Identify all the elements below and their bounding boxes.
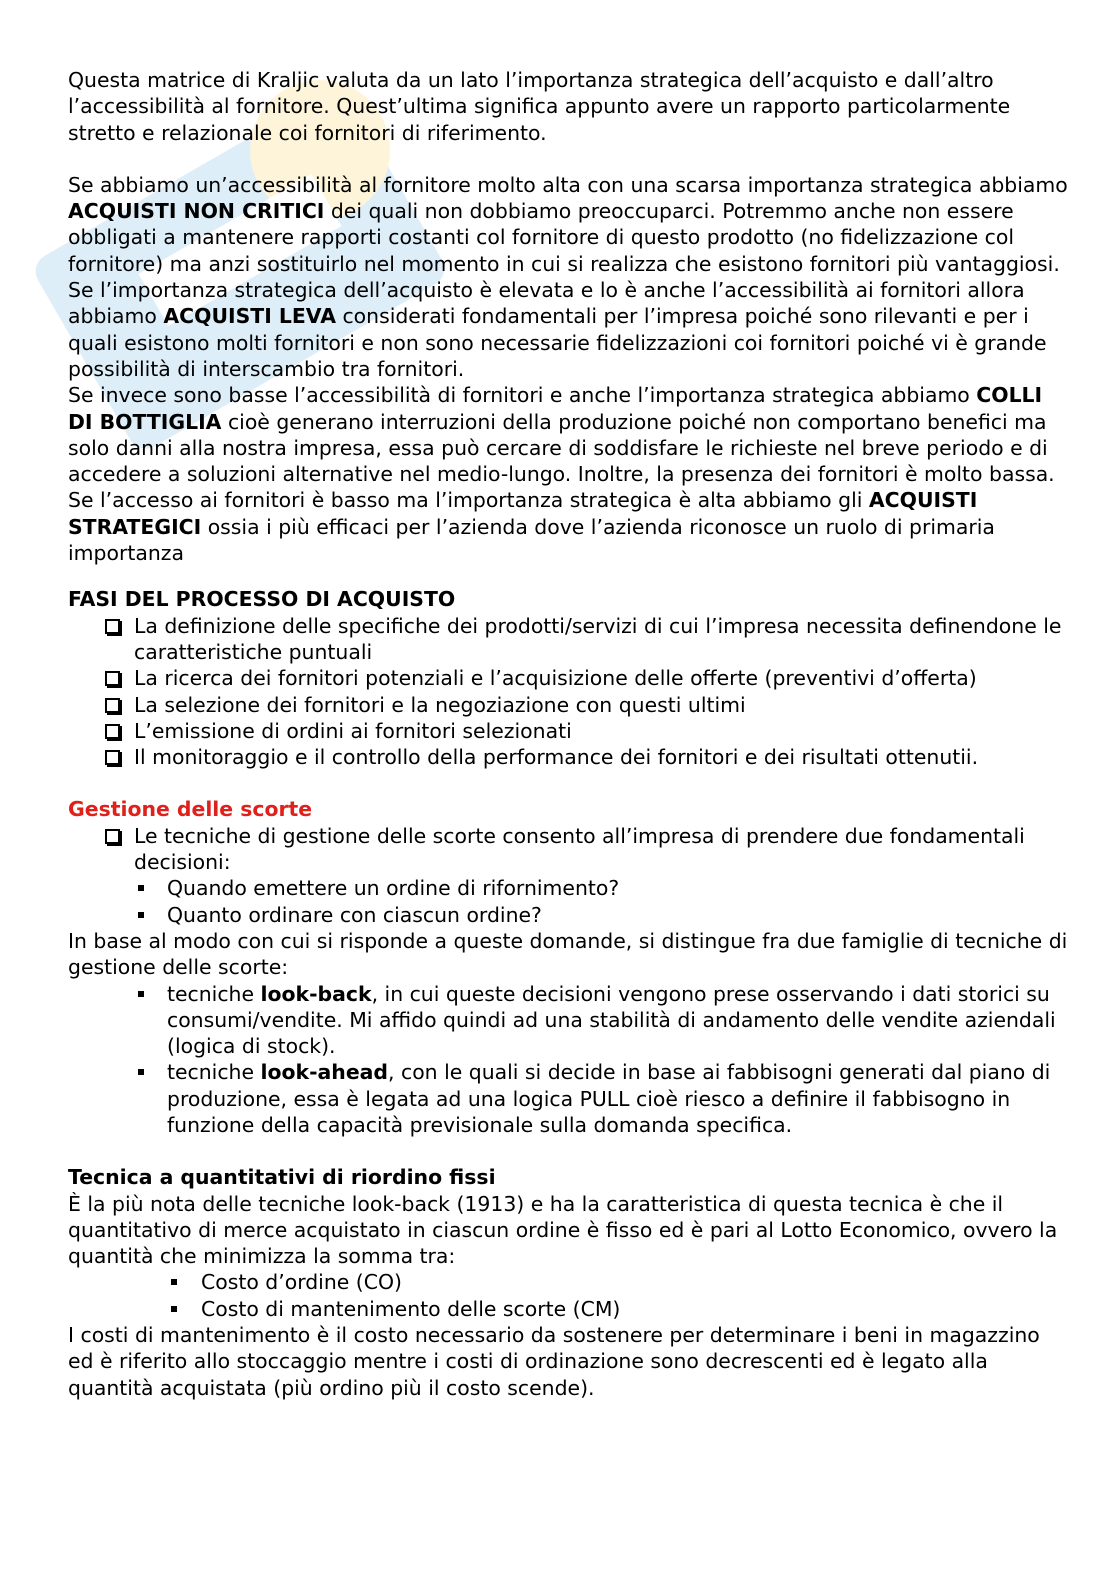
tecnica-paragraph-2: I costi di mantenimento è il costo necessario da sostenere per determinare i beni in magazzino ed è riferito allo stoccaggio mentre i costi di ordinazione sono decrescenti ed è legato alla quantità acquistata (più ordino più il costo scende). — [68, 1323, 1040, 1400]
costs-list — [68, 1269, 1068, 1322]
term-acquisti-non-critici: ACQUISTI NON CRITICI — [68, 199, 325, 224]
list-item: La definizione delle specifiche dei prodotti/servizi di cui l’impresa necessita definendone le caratteristiche puntuali — [68, 613, 1068, 666]
gestione-paragraph: In base al modo con cui si risponde a queste domande, si distingue fra due famiglie di tecniche di gestione delle scorte: — [68, 928, 1068, 980]
list-item: tecniche look-back, in cui queste decisioni vengono prese osservando i dati storici su consumi/vendite. Mi affido quindi ad una stabilità di andamento delle vendite aziendali (logica di stock). — [68, 981, 1068, 1060]
fasi-list — [68, 613, 1068, 771]
term-acquisti-strategici: ACQUISTI STRATEGICI — [68, 488, 978, 539]
term-look-ahead: look-ahead — [260, 1060, 389, 1085]
list-item: Costo di mantenimento delle scorte (CM) — [68, 1296, 1068, 1322]
term-acquisti-leva: ACQUISTI LEVA — [163, 304, 336, 329]
list-item: L’emissione di ordini ai fornitori selezionati — [68, 718, 1068, 744]
list-item: Quanto ordinare con ciascun ordine? — [68, 902, 1068, 928]
list-item: tecniche look-ahead, con le quali si decide in base ai fabbisogni generati dal piano di produzione, essa è legata ad una logica PULL cioè riesco a definire il fabbisogno in funzione della capacità previsionale sulla domanda specifica. — [68, 1059, 1068, 1138]
list-item: Il monitoraggio e il controllo della performance dei fornitori e dei risultati ottenutii. — [68, 744, 1068, 770]
term-look-back: look-back — [260, 981, 372, 1006]
intro-paragraph-3: Se invece sono basse l’accessibilità di fornitori e anche l’importanza strategica abbiamo COLLI DI BOTTIGLIA cioè generano interruzioni della produzione poiché non comportano benefici ma solo danni alla nostra impresa, essa può cercare di soddisfare le richieste nel breve periodo e di accedere a soluzioni alternative nel medio-lungo. Inoltre, la presenza dei fornitori è molto bassa. Se l’accesso ai fornitori è basso ma l’importanza strategica è alta abbiamo gli ACQUISTI STRATEGICI ossia i più efficaci per l’azienda dove l’azienda riconosce un ruolo di primaria importanza — [68, 383, 1055, 566]
gestione-list — [68, 823, 1068, 876]
techniques-list — [68, 981, 1068, 1139]
fasi-heading: FASI DEL PROCESSO DI ACQUISTO — [68, 587, 456, 612]
list-item: La ricerca dei fornitori potenziali e l’acquisizione delle offerte (preventivi d’offerta) — [68, 665, 1068, 691]
document-page — [68, 67, 1068, 1401]
questions-list — [68, 875, 1068, 928]
gestione-heading: Gestione delle scorte — [68, 797, 313, 822]
tecnica-paragraph-1: È la più nota delle tecniche look-back (1913) e ha la caratteristica di questa tecnica è che il quantitativo di merce acquistato in ciascun ordine è fisso ed è pari al Lotto Economico, ovvero la quantità che minimizza la somma tra: — [68, 1191, 1058, 1269]
intro-paragraph-1: Questa matrice di Kraljic valuta da un lato l’importanza strategica dell’acquisto e dall’altro l’accessibilità al fornitore. Quest’ultima significa appunto avere un rapporto particolarmente stretto e relazionale coi fornitori di riferimento. — [68, 68, 1011, 145]
tecnica-heading: Tecnica a quantitativi di riordino fissi — [68, 1165, 496, 1190]
list-item: Le tecniche di gestione delle scorte consento all’impresa di prendere due fondamentali decisioni: — [68, 823, 1068, 876]
list-item: Costo d’ordine (CO) — [68, 1269, 1068, 1295]
list-item: Quando emettere un ordine di rifornimento? — [68, 875, 1068, 901]
intro-paragraph-2: Se abbiamo un’accessibilità al fornitore molto alta con una scarsa importanza strategica abbiamo ACQUISTI NON CRITICI dei quali non dobbiamo preoccuparci. Potremmo anche non essere obbligati a mantenere rapporti costanti col fornitore di questo prodotto (no fidelizzazione col fornitore) ma anzi sostituirlo nel momento in cui si realizza che esistono fornitori più vantaggiosi. Se l’importanza strategica dell’acquisto è elevata e lo è anche l’accessibilità ai fornitori allora abbiamo ACQUISTI LEVA considerati fondamentali per l’impresa poiché sono rilevanti e per i quali esistono molti fornitori e non sono necessarie fidelizzazioni coi fornitori poiché vi è grande possibilità di interscambio tra fornitori. — [68, 172, 1068, 381]
term-colli-di-bottiglia: COLLI DI BOTTIGLIA — [68, 383, 1043, 434]
list-item: La selezione dei fornitori e la negoziazione con questi ultimi — [68, 692, 1068, 718]
